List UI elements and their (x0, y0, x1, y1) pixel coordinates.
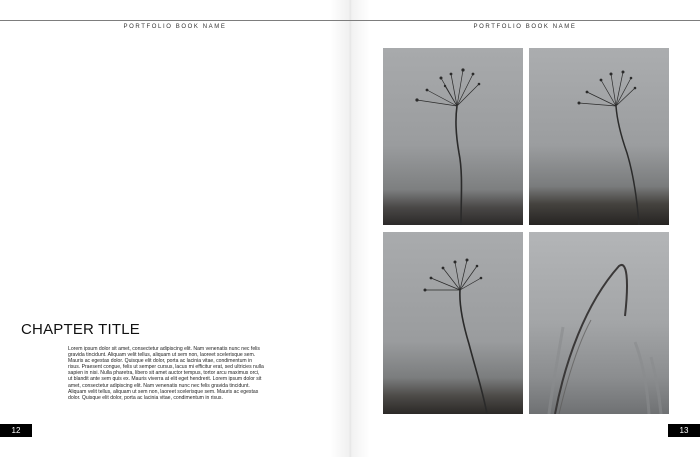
photo-seedhead-2 (529, 48, 669, 225)
page-number-right: 13 (668, 424, 700, 437)
photo-seedhead-3 (383, 232, 523, 414)
header-rule (0, 20, 700, 21)
running-head-right: PORTFOLIO BOOK NAME (473, 24, 577, 30)
chapter-body-text: Lorem ipsum dolor sit amet, consectetur adipiscing elit. Nam venenatis nunc nec felis gravida tincidunt. Aliquam velit tellus, aliquam ut sem non, laoreet scelerisque sem. Mauris ac egestas dolor. Quisque elit dolor, porta ac lacinia vitae, condimentum in risus. Praesent congue, felis ut semper cursus, lacus mi efficitur erat, sed ultricies nulla sapien in nisi. Nulla pharetra, libero sit amet auctor tempus, tortor arcu maximus orci, ut blandit ante sem quis ex. Mauris viverra at elit eget hendrerit. Lorem ipsum dolor sit amet, consectetur adipiscing elit. Nam venenatis nunc nec felis gravida tincidunt. Aliquam velit tellus, aliquam ut sem non, laoreet scelerisque sem. Mauris ac egestas dolor. Quisque elit dolor, porta ac lacinia vitae, condimentum in risus. (68, 346, 264, 401)
chapter-title: CHAPTER TITLE (21, 321, 141, 338)
photo-curled-stem (529, 232, 669, 414)
page-number-left: 12 (0, 424, 32, 437)
photo-seedhead-1 (383, 48, 523, 225)
running-head-left: PORTFOLIO BOOK NAME (123, 24, 227, 30)
